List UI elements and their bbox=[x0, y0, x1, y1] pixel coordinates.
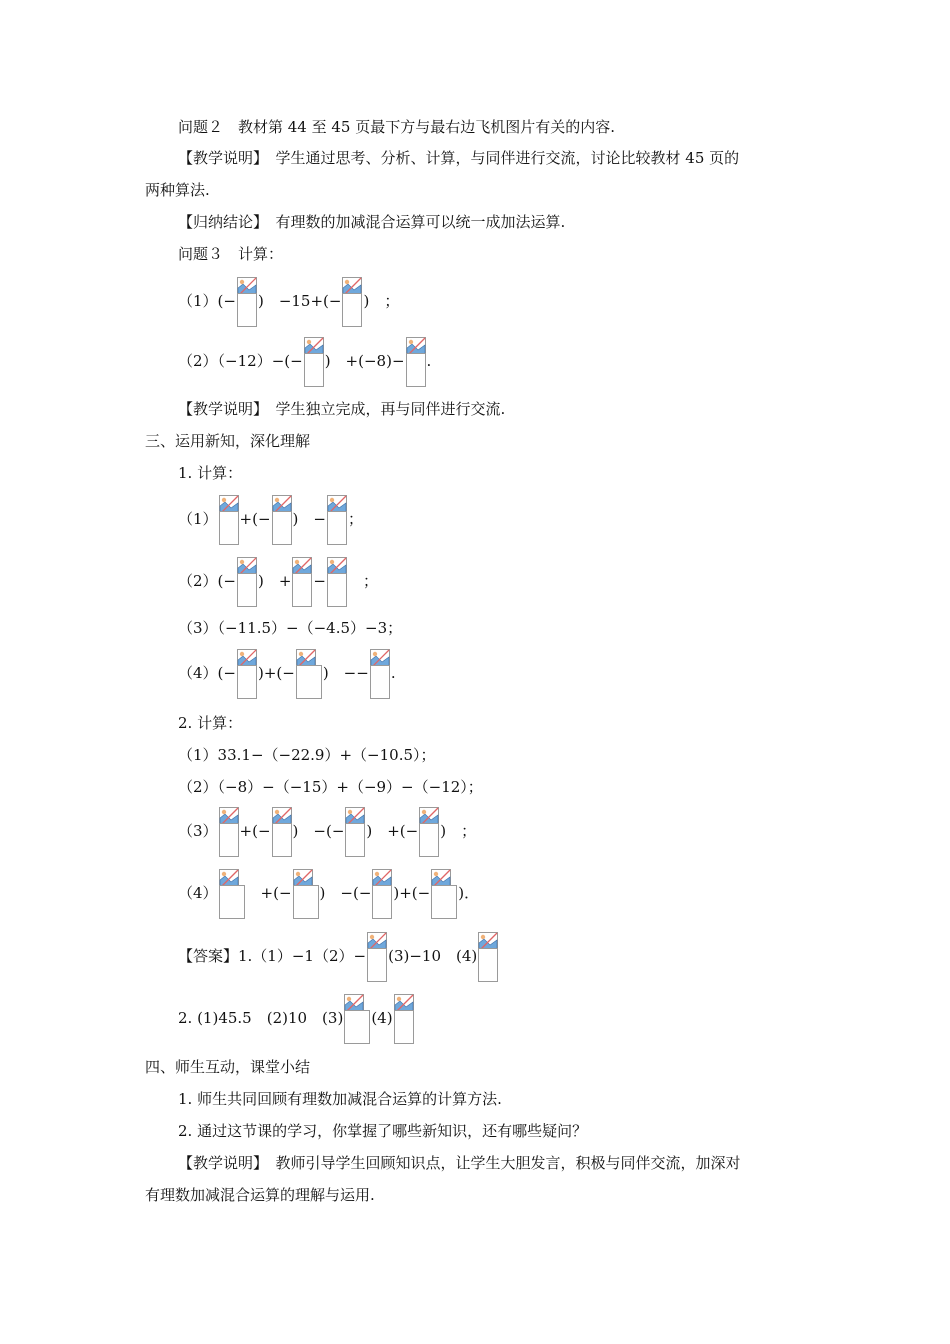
ex2-item-3: （3） +(− ) −(− ) +(− ) ； bbox=[178, 806, 476, 857]
teaching-note-2: 【教学说明】 学生独立完成，再与同伴进行交流. bbox=[178, 400, 506, 418]
answer-1: 【答案】1.（1）−1（2）− (3)−10 (4) bbox=[178, 931, 499, 982]
teaching-note-1-cont: 两种算法. bbox=[145, 181, 210, 199]
summary-2: 2. 通过这节课的学习，你掌握了哪些新知识，还有哪些疑问？ bbox=[178, 1122, 588, 1140]
teaching-note-3-cont: 有理数加减混合运算的理解与运用. bbox=[145, 1186, 375, 1204]
fraction-image-icon bbox=[237, 277, 257, 327]
teaching-note-3: 【教学说明】 教师引导学生回顾知识点，让学生大胆发言，积极与同伴交流，加深对 bbox=[178, 1154, 741, 1172]
fraction-image-icon bbox=[237, 557, 257, 607]
fraction-image-icon bbox=[292, 557, 312, 607]
fraction-image-icon bbox=[296, 649, 322, 699]
fraction-image-icon bbox=[304, 337, 324, 387]
fraction-image-icon bbox=[272, 807, 292, 857]
fraction-image-icon bbox=[372, 869, 392, 919]
fraction-image-icon bbox=[219, 869, 245, 919]
section-3-heading: 三、运用新知，深化理解 bbox=[145, 432, 311, 450]
conclusion: 【归纳结论】 有理数的加减混合运算可以统一成加法运算. bbox=[178, 213, 566, 231]
teaching-note-1: 【教学说明】 学生通过思考、分析、计算，与同伴进行交流，讨论比较教材 45 页的 bbox=[178, 149, 740, 167]
fraction-image-icon bbox=[367, 932, 387, 982]
fraction-image-icon bbox=[394, 994, 414, 1044]
fraction-image-icon bbox=[370, 649, 390, 699]
ex2-item-4: （4） +(− ) −(− )+(− )． bbox=[178, 868, 479, 919]
question-3: 问题３ 计算： bbox=[178, 245, 284, 263]
fraction-image-icon bbox=[272, 495, 292, 545]
fraction-image-icon bbox=[219, 495, 239, 545]
answer-2: 2. (1)45.5 (2)10 (3) (4) bbox=[178, 993, 415, 1044]
ex2-item-2: （2）（−8）−（−15）+（−9）−（−12）； bbox=[178, 778, 483, 796]
ex1-item-1: （1） +(− ) − ； bbox=[178, 494, 363, 545]
section-4-heading: 四、师生互动，课堂小结 bbox=[145, 1058, 311, 1076]
fraction-image-icon bbox=[431, 869, 457, 919]
fraction-image-icon bbox=[342, 277, 362, 327]
q3-item-2: （2）（−12）−(− ) +(−8)− . bbox=[178, 336, 431, 387]
fraction-image-icon bbox=[237, 649, 257, 699]
fraction-image-icon bbox=[478, 932, 498, 982]
fraction-image-icon bbox=[327, 557, 347, 607]
q3-item-1: （1）(− ) −15+(− ) ； bbox=[178, 276, 399, 327]
fraction-image-icon bbox=[293, 869, 319, 919]
ex1-item-4: （4）(− )+(− ) −− . bbox=[178, 648, 396, 699]
ex1-item-3: （3）（−11.5）−（−4.5）−3； bbox=[178, 619, 403, 637]
summary-1: 1. 师生共同回顾有理数加减混合运算的计算方法. bbox=[178, 1090, 502, 1108]
fraction-image-icon bbox=[419, 807, 439, 857]
exercise-2-heading: 2. 计算： bbox=[178, 714, 243, 732]
ex1-item-2: （2）(− ) + − ； bbox=[178, 556, 378, 607]
fraction-image-icon bbox=[327, 495, 347, 545]
fraction-image-icon bbox=[344, 994, 370, 1044]
exercise-1-heading: 1. 计算： bbox=[178, 464, 243, 482]
fraction-image-icon bbox=[219, 807, 239, 857]
fraction-image-icon bbox=[406, 337, 426, 387]
ex2-item-1: （1）33.1−（−22.9）+（−10.5）； bbox=[178, 746, 436, 764]
question-2: 问题２ 教材第 44 至 45 页最下方与最右边飞机图片有关的内容. bbox=[178, 118, 616, 136]
fraction-image-icon bbox=[345, 807, 365, 857]
